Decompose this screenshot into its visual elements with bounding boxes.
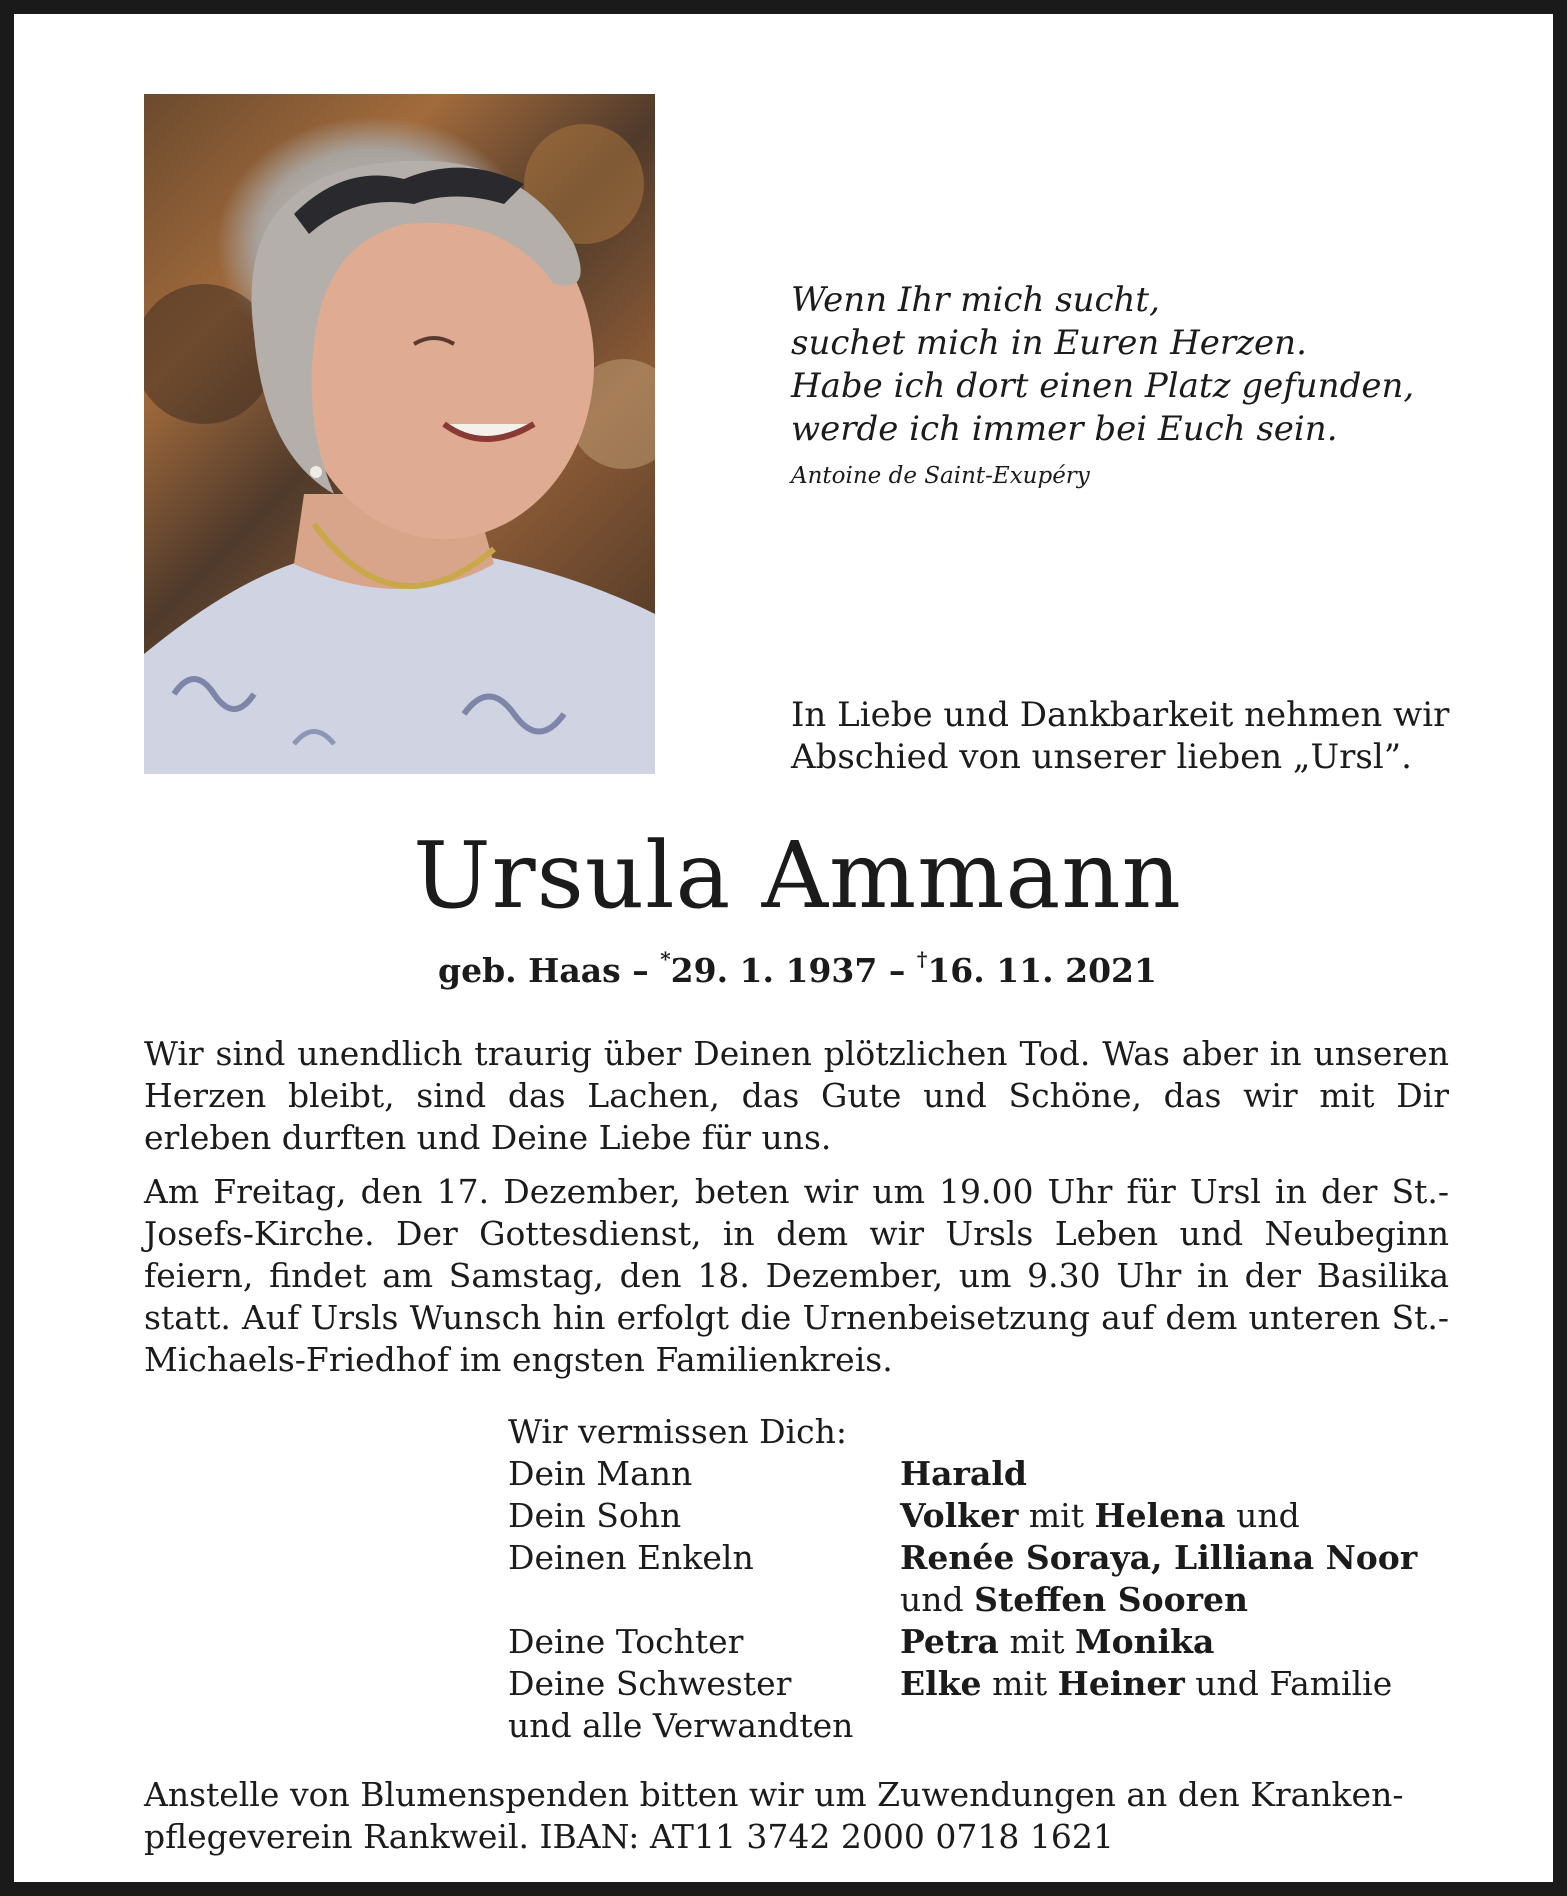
life-dates xyxy=(14,947,1567,990)
relation-label: Deine Schwester xyxy=(508,1664,792,1703)
donation-line-1: Anstelle von Blumenspenden bitten wir um Zuwendungen an den Kranken- xyxy=(144,1775,1404,1814)
mourner-row xyxy=(508,1663,1417,1705)
funeral-details-paragraph: Am Freitag, den 17. Dezember, beten wir um 19.00 Uhr für Ursl in der St.-Josefs-Kirche. Der Gottesdienst, in dem wir Ursls Leben und Neubeginn feiern, findet am Samstag, den 18. Dezember, um 9.30 Uhr in der Basilika statt. Auf Ursls Wunsch hin erfolgt die Urnenbeisetzung auf dem unteren St.-Michaels-Friedhof im engsten Familienkreis. xyxy=(144,1172,1449,1379)
farewell-text xyxy=(791,694,1449,778)
donation-line-2: pflegeverein Rankweil. IBAN: AT11 3742 2000 0718 1621 xyxy=(144,1817,1114,1856)
separator: – xyxy=(632,951,649,990)
mourner-name: Renée Soraya, Lilliana Noor xyxy=(900,1538,1418,1577)
death-date: 16. 11. 2021 xyxy=(927,951,1157,990)
mourner-name: Monika xyxy=(1075,1622,1215,1661)
deceased-name: Ursula Ammann xyxy=(413,822,1182,929)
mourner-row xyxy=(508,1621,1417,1663)
conjunction: mit xyxy=(992,1664,1048,1703)
quote-line: Wenn Ihr mich sucht, xyxy=(791,280,1160,320)
relation-label-empty xyxy=(508,1579,900,1621)
mourner-names xyxy=(900,1579,1248,1621)
poem-quote xyxy=(791,279,1414,451)
mourner-name: Heiner xyxy=(1057,1664,1185,1703)
relation-label: Dein Sohn xyxy=(508,1496,682,1535)
quote-author: Antoine de Saint-Exupéry xyxy=(791,463,1090,489)
mourners-heading: Wir vermissen Dich: xyxy=(508,1412,847,1451)
quote-line: suchet mich in Euren Herzen. xyxy=(791,323,1307,363)
mourner-name: Petra xyxy=(900,1622,999,1661)
donation-note xyxy=(144,1774,1449,1858)
mourner-names xyxy=(900,1453,1027,1495)
portrait-illustration xyxy=(144,94,655,774)
mourner-suffix: Familie xyxy=(1269,1664,1393,1703)
mourner-row xyxy=(508,1705,1417,1747)
portrait-photo xyxy=(144,94,655,774)
mourner-name: Helena xyxy=(1094,1496,1226,1535)
death-cross-icon: † xyxy=(916,947,928,971)
quote-line: Habe ich dort einen Platz gefunden, xyxy=(791,366,1415,406)
mourner-name: Steffen Sooren xyxy=(974,1580,1249,1619)
farewell-line-2: Abschied von unserer lieben „Ursl”. xyxy=(791,737,1412,777)
separator: – xyxy=(888,951,906,990)
relation-label: Deine Tochter xyxy=(508,1622,744,1661)
conjunction: mit xyxy=(1009,1622,1065,1661)
conjunction: und xyxy=(1195,1664,1259,1703)
mourner-names xyxy=(900,1537,1417,1579)
mourner-row xyxy=(508,1495,1417,1537)
relation-label: Deinen Enkeln xyxy=(508,1538,754,1577)
mourner-names xyxy=(900,1621,1214,1663)
birth-name: geb. Haas xyxy=(438,951,621,990)
condolence-paragraph: Wir sind unendlich traurig über Deinen plötzlichen Tod. Was aber in unseren Herzen bleibt, sind das Lachen, das Gute und Schöne, das wir mit Dir erleben durften und Deine Liebe für uns. xyxy=(144,1034,1449,1157)
mourner-names xyxy=(900,1495,1300,1537)
mourner-name: Harald xyxy=(900,1454,1027,1493)
quote-line: werde ich immer bei Euch sein. xyxy=(791,409,1338,449)
mourners-list xyxy=(508,1411,1417,1747)
mourner-name: Volker xyxy=(900,1496,1019,1535)
relation-label: und alle Verwandten xyxy=(508,1706,854,1745)
birth-date: 29. 1. 1937 xyxy=(670,951,878,990)
mourner-row xyxy=(508,1537,1417,1579)
conjunction: mit xyxy=(1028,1496,1084,1535)
relation-label: Dein Mann xyxy=(508,1454,693,1493)
farewell-line-1: In Liebe und Dankbarkeit nehmen wir xyxy=(791,695,1450,735)
mourner-row xyxy=(508,1453,1417,1495)
mourner-row xyxy=(508,1579,1417,1621)
conjunction: und xyxy=(1236,1496,1300,1535)
birth-star-icon: * xyxy=(660,947,671,971)
conjunction: und xyxy=(900,1580,964,1619)
mourner-names xyxy=(900,1663,1392,1705)
mourner-name: Elke xyxy=(900,1664,982,1703)
